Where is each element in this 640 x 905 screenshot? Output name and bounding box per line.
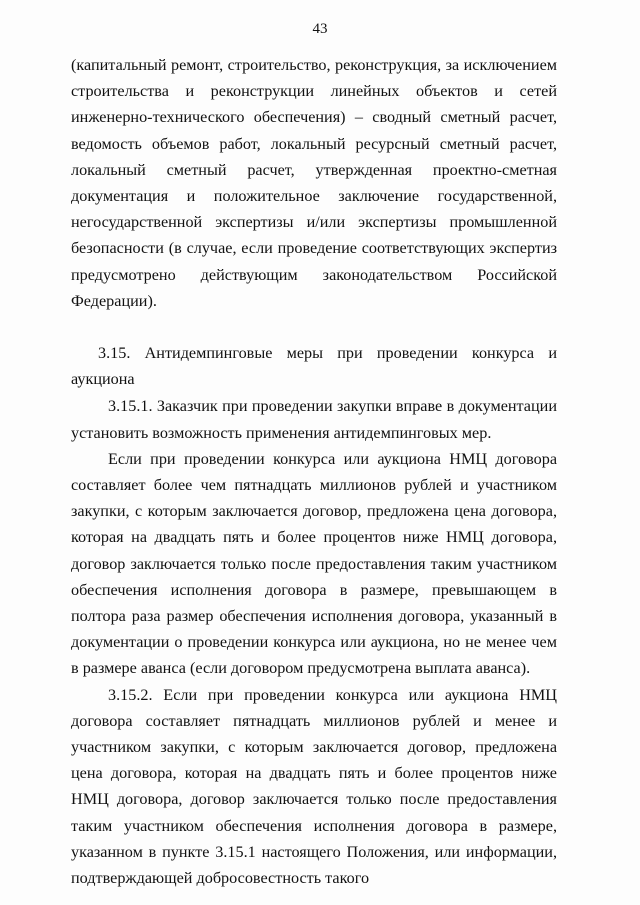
paragraph-3-15-2: 3.15.2. Если при проведении конкурса или аукциона НМЦ договора составляет пятнадцать миллионов рублей и менее и участником закупки, с которым заключается договор, предложена цена договора, которая на двадцать пять и более процентов ниже НМЦ договора, договор заключается только после предоставления таким участником обеспечения исполнения договора в размере, указанном в пункте 3.15.1 настоящего Положения, или информации, подтверждающей добросовестность такого: [71, 685, 557, 888]
section-heading-3-15: 3.15. Антидемпинговые меры при проведении конкурса и аукциона: [71, 344, 557, 389]
page-number: 43: [312, 21, 328, 37]
paragraph-antidumping-over-15m: Если при проведении конкурса или аукциона НМЦ договора составляет более чем пятнадцать миллионов рублей и участником закупки, с которым заключается договор, предложена цена договора, которая на двадцать пять и более процентов ниже НМЦ договора, договор заключается только после предоставления таким участником обеспечения исполнения договора в размере, превышающем в полтора раза размер обеспечения исполнения договора, указанный в документации о проведении конкурса или аукциона, но не менее чем в размере аванса (если договором предусмотрена выплата аванса).: [71, 449, 557, 678]
document-body: [71, 52, 557, 891]
paragraph-3-15-1: 3.15.1. Заказчик при проведении закупки вправе в документации установить возможность применения антидемпинговых мер.: [71, 397, 557, 442]
paragraph-continuation: (капитальный ремонт, строительство, реконструкция, за исключением строительства и реконструкции линейных объектов и сетей инженерно-технического обеспечения) – сводный сметный расчет, ведомость объемов работ, локальный ресурсный сметный расчет, локальный сметный расчет, утвержденная проектно-сметная документация и положительное заключение государственной, негосударственной экспертизы и/или экспертизы промышленной безопасности (в случае, если проведение соответствующих экспертиз предусмотрено действующим законодательством Российской Федерации).: [71, 56, 557, 310]
